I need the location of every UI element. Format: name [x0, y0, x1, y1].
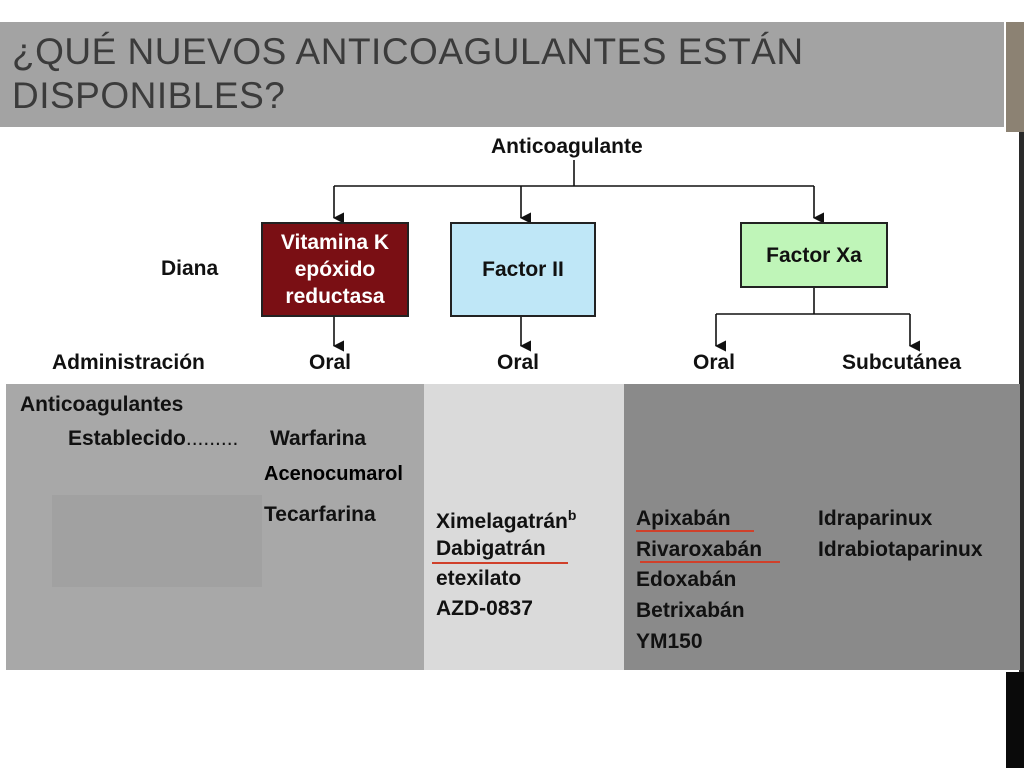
- drug-tecarfarina: Tecarfarina: [264, 503, 376, 526]
- drug-dabigatran: Dabigatrán: [436, 537, 546, 560]
- target-label-factor-ii: Factor II: [482, 258, 564, 281]
- drug-warfarina: Warfarina: [270, 427, 367, 450]
- root-node-label: Anticoagulante: [491, 135, 643, 158]
- drug-ximelagatran-superscript: b: [567, 507, 577, 523]
- drug-acenocumarol: Acenocumarol: [264, 463, 403, 485]
- route-vka-oral: Oral: [309, 351, 352, 374]
- row-label-administration: Administración: [52, 351, 205, 374]
- target-box-factor-ii: [450, 222, 596, 317]
- target-box-vitamin-k-epoxide-reductase: [261, 222, 409, 317]
- route-factor-xa-subcutaneous: Subcutánea: [842, 351, 962, 374]
- drug-azd-0837: AZD-0837: [436, 597, 533, 620]
- established-label: [68, 426, 238, 452]
- underline-rivaroxaban: [640, 561, 780, 563]
- drug-rivaroxaban: Rivaroxabán: [636, 538, 763, 561]
- target-label-vka: Vitamina K epóxido reductasa: [280, 231, 390, 308]
- target-label-factor-xa: Factor Xa: [766, 243, 862, 267]
- established-dots: .........: [185, 427, 239, 450]
- table-header: Anticoagulantes: [20, 393, 184, 416]
- drug-ximelagatran-name: Ximelagatrán: [436, 510, 568, 533]
- drug-ym150: YM150: [636, 630, 703, 653]
- drug-ximelagatran: [436, 502, 576, 535]
- drug-idraparinux: Idraparinux: [818, 507, 933, 530]
- drug-etexilato: etexilato: [436, 567, 522, 590]
- row-label-target: Diana: [161, 257, 219, 280]
- target-box-factor-xa: [740, 222, 888, 288]
- drug-apixaban: Apixabán: [636, 507, 731, 530]
- drug-betrixaban: Betrixabán: [636, 599, 745, 622]
- established-text: Establecido: [68, 427, 186, 450]
- slide-title: ¿QUÉ NUEVOS ANTICOAGULANTES ESTÁN DISPONIBLES?: [12, 31, 804, 116]
- route-factor-xa-oral: Oral: [693, 351, 736, 374]
- underline-dabigatran: [432, 562, 568, 564]
- underline-apixaban: [636, 530, 754, 532]
- route-factor-ii-oral: Oral: [497, 351, 540, 374]
- drug-idrabiotaparinux: Idrabiotaparinux: [818, 538, 983, 561]
- drug-edoxaban: Edoxabán: [636, 568, 737, 591]
